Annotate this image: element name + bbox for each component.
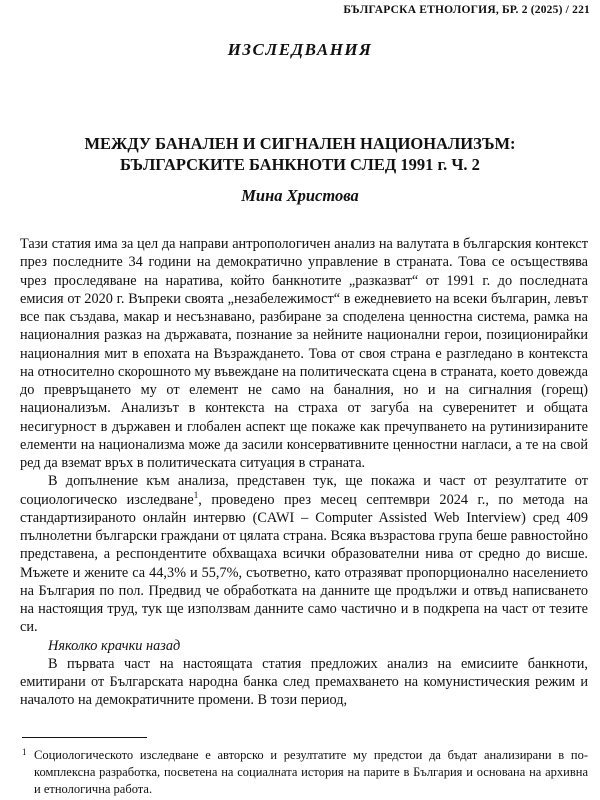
- running-header: БЪЛГАРСКА ЕТНОЛОГИЯ, БР. 2 (2025) / 221: [343, 4, 590, 16]
- article-title-line-2: БЪЛГАРСКИТЕ БАНКНОТИ СЛЕД 1991 г. Ч. 2: [120, 155, 480, 174]
- paragraph-methodology-text-end: , проведено през месец септември 2024 г., по метода на стандартизираното онлайн интервю (CAWI – Computer Assisted Web Interview) сред 409 пълнолетни български граждани от цялата страна. Всяка възрастова група беше равностойно представена, а респондентите обхващаха всички образователни нива от средно до висше. Мъжете и жените са 44,3% и 55,7%, съответно, като отразяват пропорционално населението на България по пол. Предвид че обработката на данните ще продължи и отвъд написването на настоящия труд, тук ще използвам данните само частично и в подкрепа на част от тезите си.: [20, 491, 588, 636]
- paragraph-methodology-text-start: В допълнение към анализа, представен тук, ще покажа и част от резултатите от социологическо изследване: [20, 473, 588, 508]
- article-title: [0, 133, 600, 175]
- footnote-text: Социологическото изследване е авторско и резултатите му предстои да бъдат анализирани в по-комплексна разработка, посветена на социалната история на парите в България и основана на архивна и етнологична работа.: [34, 748, 588, 796]
- article-body: [20, 235, 588, 710]
- article-title-line-1: МЕЖДУ БАНАЛЕН И СИГНАЛЕН НАЦИОНАЛИЗЪМ:: [84, 134, 516, 153]
- section-heading: ИЗСЛЕДВАНИЯ: [227, 40, 373, 59]
- subsection-heading: Няколко крачки назад: [48, 637, 181, 654]
- paragraph-abstract: Тази статия има за цел да направи антропологичен анализ на валутата в българския контекст през последните 34 години на демократично управление в страната. Това се осъществява чрез проследяване на наратива, който банкнотите „разказват“ от 1991 г. до последната емисия от 2020 г. Въпреки своята „незабележимост“ в ежедневието на всеки българин, левът все пак създава, макар и несъзнавано, разбиране за споделена ценностна система, рамка на националния разказ на държавата, познание за нейните национални герои, позиционирайки националния мит в епохата на Възраждането. Това от своя страна е разгледано в контекста на относително скорошното му въвеждане на политическата сцена в страната, което довежда до превръщането му от елемент не само на баналния, но и на сигналния (горещ) национализъм. Анализът в контекста на страха от загуба на суверенитет и общата несигурност в държавен и глобален аспект ще покаже как пречупването на рутинизираните елементи на национализма може да засили консервативните ценностни нагласи, а те на свой ред да вземат връх в политическата ситуация в страната.: [20, 236, 588, 471]
- footnote-marker: 1: [22, 747, 27, 757]
- paragraph-methodology: [20, 472, 588, 636]
- footnote-reference: 1: [193, 489, 199, 500]
- article-author: Мина Христова: [241, 186, 359, 205]
- paragraph-intro: В първата част на настоящата статия предложих анализ на емисиите банкноти, емитирани от Българската народна банка след премахването на комунистическия режим и началото на демократичните промени. В този период,: [20, 655, 588, 709]
- footnote-divider: [22, 737, 147, 738]
- footnote: [20, 747, 588, 798]
